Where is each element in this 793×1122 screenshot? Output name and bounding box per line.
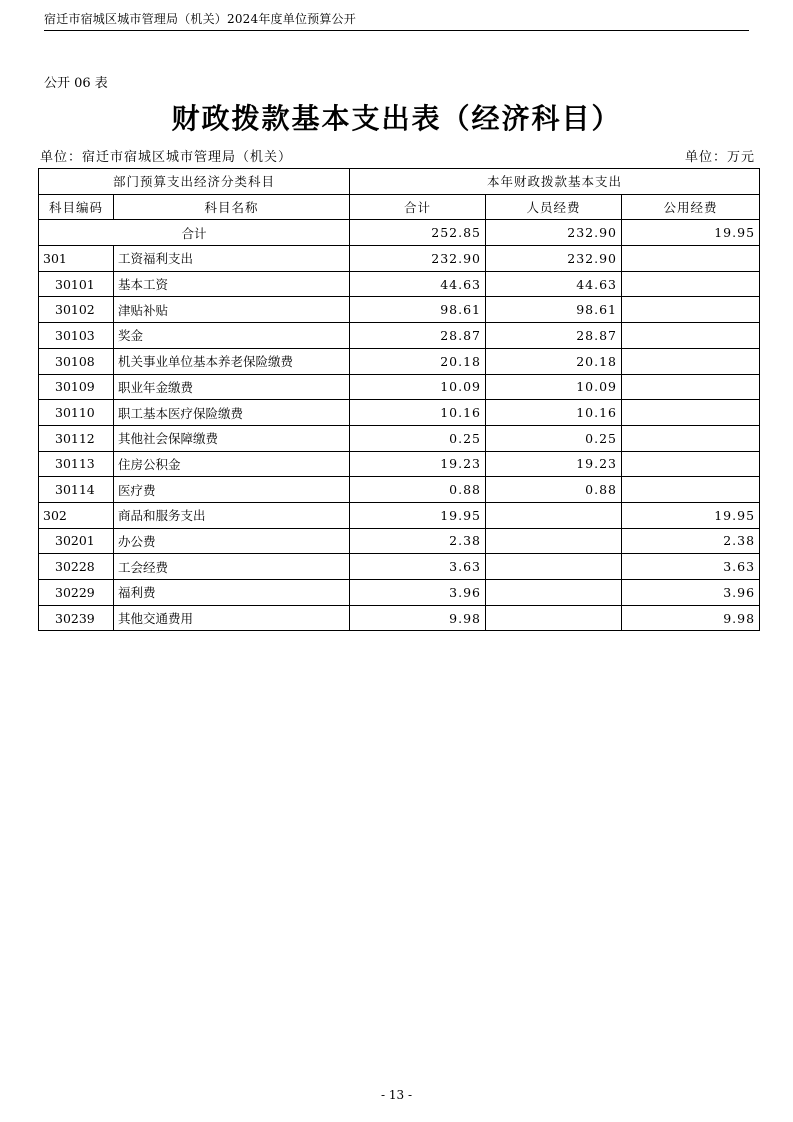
row-code: 30108 xyxy=(39,348,114,374)
row-personnel: 28.87 xyxy=(486,323,622,349)
row-code: 30229 xyxy=(39,580,114,606)
row-public xyxy=(622,271,760,297)
row-code: 30102 xyxy=(39,297,114,323)
row-name: 医疗费 xyxy=(114,477,350,503)
unit-currency: 单位：万元 xyxy=(684,150,755,165)
table-row xyxy=(39,400,760,426)
row-name: 津贴补贴 xyxy=(114,297,350,323)
row-code: 302 xyxy=(39,502,114,528)
row-total: 0.88 xyxy=(350,477,486,503)
table-row xyxy=(39,580,760,606)
table-row xyxy=(39,271,760,297)
header-column-row xyxy=(39,194,760,220)
row-name: 其他社会保障缴费 xyxy=(114,425,350,451)
running-header: 宿迁市宿城区城市管理局（机关）2024年度单位预算公开 xyxy=(44,10,749,31)
row-code: 30101 xyxy=(39,271,114,297)
row-public xyxy=(622,323,760,349)
table-row xyxy=(39,297,760,323)
expenditure-table xyxy=(38,168,760,631)
table-row xyxy=(39,605,760,631)
column-header-personnel: 人员经费 xyxy=(486,194,622,220)
row-public: 2.38 xyxy=(622,528,760,554)
unit-organization: 单位：宿迁市宿城区城市管理局（机关） xyxy=(40,150,293,165)
row-public xyxy=(622,451,760,477)
row-code: 30201 xyxy=(39,528,114,554)
table-row xyxy=(39,374,760,400)
row-total: 19.95 xyxy=(350,502,486,528)
row-public: 3.63 xyxy=(622,554,760,580)
row-code: 301 xyxy=(39,246,114,272)
row-total: 3.96 xyxy=(350,580,486,606)
row-total: 28.87 xyxy=(350,323,486,349)
table-row xyxy=(39,425,760,451)
total-personnel: 232.90 xyxy=(486,220,622,246)
row-total: 2.38 xyxy=(350,528,486,554)
row-total: 19.23 xyxy=(350,451,486,477)
row-total: 3.63 xyxy=(350,554,486,580)
row-name: 工资福利支出 xyxy=(114,246,350,272)
row-total: 98.61 xyxy=(350,297,486,323)
row-name: 工会经费 xyxy=(114,554,350,580)
table-row xyxy=(39,502,760,528)
column-header-name: 科目名称 xyxy=(114,194,350,220)
column-header-total: 合计 xyxy=(350,194,486,220)
row-name: 奖金 xyxy=(114,323,350,349)
total-row xyxy=(39,220,760,246)
table-row xyxy=(39,477,760,503)
header-group-row xyxy=(39,169,760,195)
row-code: 30228 xyxy=(39,554,114,580)
table-row xyxy=(39,528,760,554)
row-code: 30109 xyxy=(39,374,114,400)
row-total: 10.09 xyxy=(350,374,486,400)
table-row xyxy=(39,246,760,272)
row-personnel: 19.23 xyxy=(486,451,622,477)
row-total: 0.25 xyxy=(350,425,486,451)
row-name: 基本工资 xyxy=(114,271,350,297)
row-name: 职工基本医疗保险缴费 xyxy=(114,400,350,426)
row-public xyxy=(622,425,760,451)
row-code: 30110 xyxy=(39,400,114,426)
row-personnel: 232.90 xyxy=(486,246,622,272)
table-number: 公开 06 表 xyxy=(44,76,108,91)
row-personnel: 0.88 xyxy=(486,477,622,503)
column-group-basic-expenditure: 本年财政拨款基本支出 xyxy=(350,169,760,195)
row-name: 商品和服务支出 xyxy=(114,502,350,528)
row-name: 福利费 xyxy=(114,580,350,606)
row-public: 9.98 xyxy=(622,605,760,631)
row-personnel xyxy=(486,528,622,554)
total-amount: 252.85 xyxy=(350,220,486,246)
row-personnel xyxy=(486,502,622,528)
row-code: 30103 xyxy=(39,323,114,349)
row-personnel xyxy=(486,554,622,580)
row-public xyxy=(622,477,760,503)
row-public xyxy=(622,374,760,400)
row-personnel: 44.63 xyxy=(486,271,622,297)
row-name: 办公费 xyxy=(114,528,350,554)
row-public: 3.96 xyxy=(622,580,760,606)
row-public xyxy=(622,297,760,323)
row-code: 30113 xyxy=(39,451,114,477)
row-total: 20.18 xyxy=(350,348,486,374)
row-personnel: 10.16 xyxy=(486,400,622,426)
row-personnel: 98.61 xyxy=(486,297,622,323)
row-total: 232.90 xyxy=(350,246,486,272)
row-personnel: 20.18 xyxy=(486,348,622,374)
column-header-public: 公用经费 xyxy=(622,194,760,220)
row-personnel xyxy=(486,580,622,606)
total-public: 19.95 xyxy=(622,220,760,246)
row-name: 职业年金缴费 xyxy=(114,374,350,400)
row-public xyxy=(622,348,760,374)
row-total: 44.63 xyxy=(350,271,486,297)
table-row xyxy=(39,451,760,477)
row-public xyxy=(622,400,760,426)
row-public: 19.95 xyxy=(622,502,760,528)
row-personnel xyxy=(486,605,622,631)
row-name: 其他交通费用 xyxy=(114,605,350,631)
table-row xyxy=(39,554,760,580)
row-code: 30239 xyxy=(39,605,114,631)
row-total: 9.98 xyxy=(350,605,486,631)
row-name: 机关事业单位基本养老保险缴费 xyxy=(114,348,350,374)
total-label: 合计 xyxy=(39,220,350,246)
row-personnel: 0.25 xyxy=(486,425,622,451)
row-personnel: 10.09 xyxy=(486,374,622,400)
column-group-classification: 部门预算支出经济分类科目 xyxy=(39,169,350,195)
row-code: 30114 xyxy=(39,477,114,503)
row-public xyxy=(622,246,760,272)
row-code: 30112 xyxy=(39,425,114,451)
table-row xyxy=(39,323,760,349)
table-row xyxy=(39,348,760,374)
page-number: - 13 - xyxy=(380,1088,412,1102)
row-name: 住房公积金 xyxy=(114,451,350,477)
column-header-code: 科目编码 xyxy=(39,194,114,220)
page-title: 财政拨款基本支出表（经济科目） xyxy=(171,102,622,135)
row-total: 10.16 xyxy=(350,400,486,426)
